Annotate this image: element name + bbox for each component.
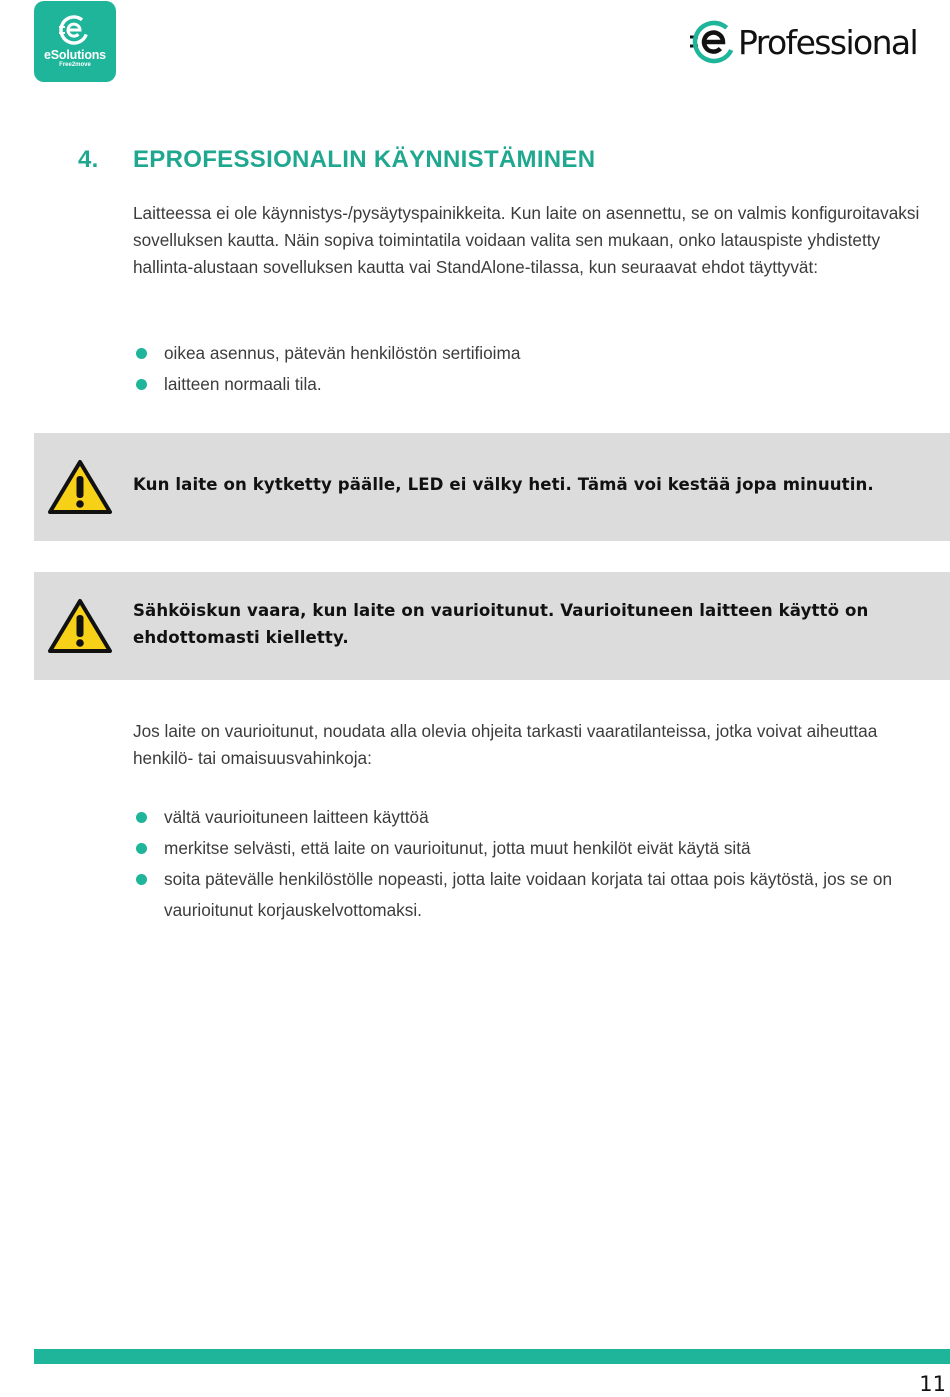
warning-box-led bbox=[34, 433, 950, 541]
warning-text: Sähköiskun vaara, kun laite on vaurioitunut. Vaurioituneen laitteen käyttö on ehdottomasti kielletty. bbox=[133, 601, 869, 647]
eplug-icon bbox=[57, 13, 93, 47]
bullet-dot bbox=[136, 843, 147, 854]
bullet-dot bbox=[136, 348, 147, 359]
conditions-list bbox=[133, 338, 933, 400]
section-title: EPROFESSIONALIN KÄYNNISTÄMINEN bbox=[133, 146, 596, 173]
warning-icon bbox=[47, 598, 113, 654]
brand-name: eSolutions bbox=[44, 48, 106, 62]
eprofessional-logo bbox=[688, 18, 950, 66]
page-number: 11 bbox=[919, 1372, 946, 1396]
eplug-logo-icon bbox=[688, 18, 736, 66]
warning-box-shock bbox=[34, 572, 950, 680]
bullet-dot bbox=[136, 379, 147, 390]
list-item: laitteen normaali tila. bbox=[133, 369, 933, 400]
bullet-dot bbox=[136, 874, 147, 885]
brand-sub: Free2move bbox=[59, 62, 91, 68]
list-item: vältä vaurioituneen laitteen käyttöä bbox=[133, 802, 933, 833]
list-item: oikea asennus, pätevän henkilöstön sertifioima bbox=[133, 338, 933, 369]
intro-paragraph: Laitteessa ei ole käynnistys-/pysäytyspainikkeita. Kun laite on asennettu, se on valmis konfiguroitavaksi sovelluksen kautta. Näin sopiva toimintatila voidaan valita sen mukaan, onko latauspiste yhdistetty hallinta-alustaan sovelluksen kautta vai StandAlone-tilassa, kun seuraavat ehdot täyttyvät: bbox=[133, 203, 920, 277]
logo-wordmark: Professional bbox=[738, 22, 918, 62]
list-item: merkitse selvästi, että laite on vaurioitunut, jotta muut henkilöt eivät käytä sitä bbox=[133, 833, 933, 864]
damage-steps-list bbox=[133, 802, 933, 926]
damage-paragraph: Jos laite on vaurioitunut, noudata alla olevia ohjeita tarkasti vaaratilanteissa, jotka voivat aiheuttaa henkilö- tai omaisuusvahinkoja: bbox=[133, 721, 878, 768]
list-item: soita pätevälle henkilöstölle nopeasti, jotta laite voidaan korjata tai ottaa pois käytöstä, jos se on vaurioitunut korjauskelvottomaksi. bbox=[133, 864, 933, 926]
section-heading bbox=[78, 146, 595, 174]
footer-bar bbox=[34, 1349, 950, 1364]
warning-text: Kun laite on kytketty päälle, LED ei välky heti. Tämä voi kestää jopa minuutin. bbox=[133, 475, 874, 494]
warning-icon bbox=[47, 459, 113, 515]
section-number: 4. bbox=[78, 146, 99, 173]
esolutions-logo bbox=[34, 1, 116, 82]
bullet-dot bbox=[136, 812, 147, 823]
